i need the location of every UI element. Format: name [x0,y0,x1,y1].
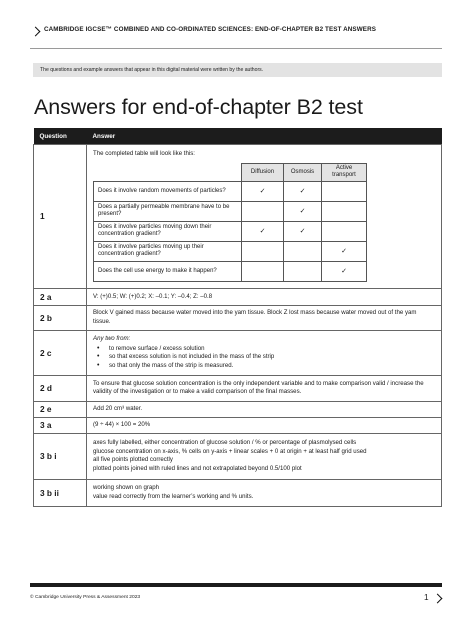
check-mark: ✓ [242,181,284,201]
page-title: Answers for end-of-chapter B2 test [34,95,363,119]
question-number: 2 c [34,330,87,375]
answer-cell [87,330,442,375]
copyright-notice: © Cambridge University Press & Assessment 2023 [30,595,141,600]
answer-column-header: Answer [87,128,442,145]
check-mark: ✓ [322,241,367,261]
statement: Does it involve particles moving down their concentration gradient? [94,221,242,241]
statement: Does a partially permeable membrane have to be present? [94,201,242,221]
table-header-row [34,128,442,145]
inner-header-row [94,163,367,181]
question-number: 2 a [34,288,87,305]
answer-cell: To ensure that glucose solution concentration is the only independent variable and to make comparison valid / increase the validity of the investigation or to make a valid comparison of the final masses. [87,375,442,401]
answer-intro: The completed table will look like this: [93,150,195,157]
question-number: 2 b [34,305,87,330]
answer-line: glucose concentration on x-axis, % cells on y-axis + linear scales + 0 at origin + at least half grid used [93,447,367,455]
question-number: 3 b i [34,433,87,479]
list-item: • so that excess solution is not included in the mass of the strip [109,353,435,362]
table-row [34,401,442,417]
question-number: 3 b ii [34,479,87,506]
table-row [34,417,442,433]
answer-line: plotted points joined with ruled lines and not extrapolated beyond 0.5/100 plot [93,465,302,473]
chevron-right-icon [31,27,41,37]
check-mark: ✓ [242,221,284,241]
authorship-notice: The questions and example answers that appear in this digital material were written by the authors. [33,63,442,77]
inner-row [94,241,367,261]
statement: Does it involve random movements of particles? [94,181,242,201]
statement: Does it involve particles moving up their concentration gradient? [94,241,242,261]
table-row [34,288,442,305]
footer-divider [30,583,442,587]
answer-lead: Any two from: [93,334,131,342]
answer-cell: V: (+)0.5; W: (+)0.2; X: –0.1; Y: –0.4; Z: –0.8 [87,288,442,305]
answer-cell [87,433,442,479]
answer-cell: (9 ÷ 44) × 100 = 20% [87,417,442,433]
statement: Does the cell use energy to make it happen? [94,261,242,281]
header-divider [30,48,442,49]
transport-comparison-table [93,163,367,282]
active-transport-header: Active transport [322,163,367,181]
table-row [34,479,442,506]
answers-table [33,128,442,507]
answer-cell: Add 20 cm³ water. [87,401,442,417]
inner-row [94,261,367,281]
check-mark: ✓ [284,221,322,241]
table-row [34,305,442,330]
question-number: 2 d [34,375,87,401]
answer-cell [87,145,442,289]
table-row [34,433,442,479]
list-item: • to remove surface / excess solution [109,345,435,354]
inner-row [94,181,367,201]
answer-line: working shown on graph [93,484,160,492]
question-number: 3 a [34,417,87,433]
page-number: 1 [424,592,429,602]
inner-row [94,221,367,241]
table-row [34,145,442,289]
answer-cell [87,479,442,506]
inner-row [94,201,367,221]
osmosis-header: Osmosis [284,163,322,181]
bullet-list [93,345,435,371]
table-row [34,330,442,375]
question-column-header: Question [34,128,87,145]
running-header [30,26,444,42]
check-mark: ✓ [322,261,367,281]
list-item: • so that only the mass of the strip is measured. [109,362,435,371]
question-number: 1 [34,145,87,289]
answer-line: all five points plotted correctly [93,456,173,464]
diffusion-header: Diffusion [242,163,284,181]
header-title: CAMBRIDGE IGCSE™ COMBINED AND CO-ORDINATED SCIENCES: END-OF-CHAPTER B2 TEST ANSWERS [44,26,377,33]
answer-line: axes fully labelled, either concentration of glucose solution / % or percentage of plasmolysed cells [93,438,357,446]
check-mark: ✓ [284,181,322,201]
check-mark: ✓ [284,201,322,221]
answer-line: value read correctly from the learner’s working and % units. [93,492,254,500]
table-row [34,375,442,401]
question-number: 2 e [34,401,87,417]
next-page-chevron-icon[interactable] [433,594,443,604]
answer-cell: Block V gained mass because water moved into the yam tissue. Block Z lost mass because water moved out of the yam tissue. [87,305,442,330]
